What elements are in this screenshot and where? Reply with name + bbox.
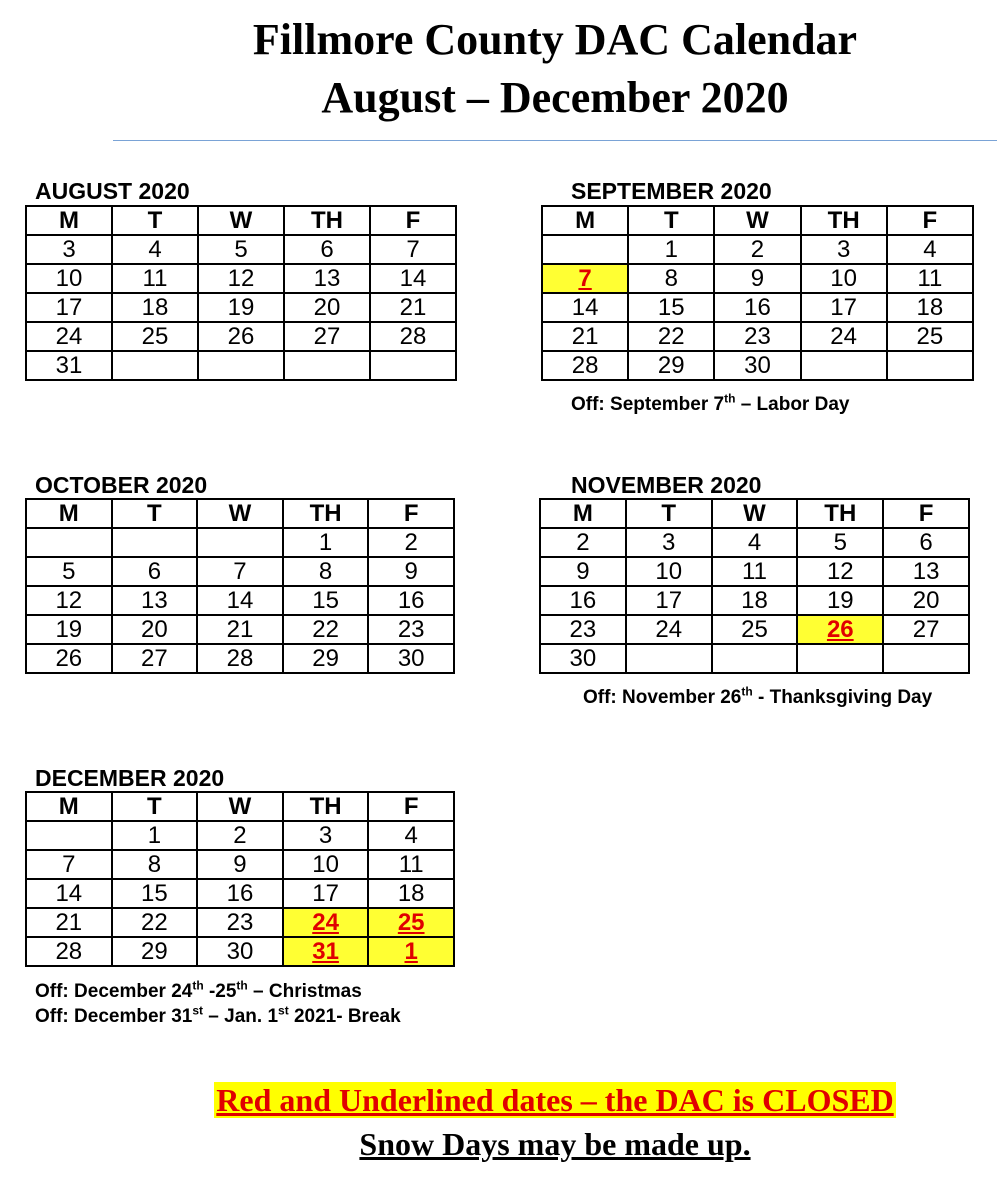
day-cell — [26, 821, 112, 850]
weekday-header: W — [714, 206, 800, 235]
day-cell: 7 — [197, 557, 283, 586]
day-cell: 22 — [628, 322, 714, 351]
day-cell: 2 — [197, 821, 283, 850]
calendar-november — [539, 498, 970, 674]
day-cell: 16 — [714, 293, 800, 322]
day-cell: 19 — [198, 293, 284, 322]
day-cell: 9 — [540, 557, 626, 586]
weekday-header: TH — [797, 499, 883, 528]
week-row — [542, 293, 973, 322]
day-cell: 23 — [540, 615, 626, 644]
weekday-header: F — [368, 792, 454, 821]
day-cell — [112, 351, 198, 380]
weekday-header: T — [112, 499, 198, 528]
day-cell: 1 — [112, 821, 198, 850]
closed-day-cell: 25 — [368, 908, 454, 937]
day-cell: 18 — [712, 586, 798, 615]
day-cell: 1 — [628, 235, 714, 264]
day-cell: 4 — [368, 821, 454, 850]
note-november — [583, 686, 932, 710]
day-cell: 24 — [801, 322, 887, 351]
day-cell — [712, 644, 798, 673]
day-cell: 13 — [112, 586, 198, 615]
legend-closed-text: Red and Underlined dates – the DAC is CLOSED — [216, 1082, 894, 1118]
week-row — [26, 644, 454, 673]
day-cell: 13 — [883, 557, 969, 586]
weekday-header: M — [540, 499, 626, 528]
day-cell — [626, 644, 712, 673]
day-cell: 10 — [801, 264, 887, 293]
month-title-december: DECEMBER 2020 — [35, 765, 225, 791]
day-cell: 9 — [714, 264, 800, 293]
weekday-header: T — [626, 499, 712, 528]
page-title: Fillmore County DAC Calendar — [252, 15, 858, 64]
day-cell: 22 — [283, 615, 369, 644]
weekday-header: W — [198, 206, 284, 235]
day-cell: 14 — [197, 586, 283, 615]
day-cell: 24 — [26, 322, 112, 351]
day-cell: 18 — [112, 293, 198, 322]
week-row — [26, 879, 454, 908]
day-cell: 28 — [197, 644, 283, 673]
day-cell: 20 — [883, 586, 969, 615]
day-cell: 20 — [284, 293, 370, 322]
closed-day-cell: 31 — [283, 937, 369, 966]
day-cell: 30 — [540, 644, 626, 673]
day-cell: 12 — [26, 586, 112, 615]
weekday-header: M — [542, 206, 628, 235]
day-cell: 12 — [797, 557, 883, 586]
day-cell: 25 — [887, 322, 973, 351]
page-subtitle: August – December 2020 — [321, 73, 789, 122]
day-cell — [197, 528, 283, 557]
note-september — [571, 393, 849, 417]
weekday-header: W — [197, 792, 283, 821]
note-text: Off: December 31 — [35, 1006, 193, 1027]
day-cell: 28 — [370, 322, 456, 351]
day-cell: 2 — [540, 528, 626, 557]
note-text: – Jan. 1 — [203, 1006, 279, 1027]
week-row — [26, 528, 454, 557]
weekday-header: T — [628, 206, 714, 235]
day-cell: 15 — [628, 293, 714, 322]
legend-snow — [0, 1124, 1000, 1164]
weekday-header-row — [26, 206, 456, 235]
day-cell — [887, 351, 973, 380]
day-cell: 14 — [370, 264, 456, 293]
calendar-august — [25, 205, 457, 381]
day-cell — [112, 528, 198, 557]
note-text: – Christmas — [247, 981, 362, 1002]
month-title-august: AUGUST 2020 — [35, 178, 190, 204]
day-cell: 20 — [112, 615, 198, 644]
week-row — [26, 908, 454, 937]
day-cell: 5 — [797, 528, 883, 557]
day-cell — [883, 644, 969, 673]
day-cell: 17 — [26, 293, 112, 322]
week-row — [540, 586, 969, 615]
day-cell: 28 — [542, 351, 628, 380]
weekday-header: M — [26, 499, 112, 528]
day-cell: 15 — [112, 879, 198, 908]
day-cell: 18 — [368, 879, 454, 908]
weekday-header: W — [712, 499, 798, 528]
weekday-header: F — [370, 206, 456, 235]
note-december-christmas — [35, 980, 362, 1004]
weekday-header: F — [368, 499, 454, 528]
note-text: 2021- Break — [288, 1006, 401, 1027]
weekday-header: TH — [284, 206, 370, 235]
day-cell: 27 — [112, 644, 198, 673]
day-cell: 30 — [197, 937, 283, 966]
closed-day-cell: 7 — [542, 264, 628, 293]
day-cell — [542, 235, 628, 264]
week-row — [26, 937, 454, 966]
calendar-september — [541, 205, 974, 381]
day-cell: 6 — [883, 528, 969, 557]
day-cell: 21 — [370, 293, 456, 322]
day-cell: 12 — [198, 264, 284, 293]
day-cell: 2 — [714, 235, 800, 264]
week-row — [542, 235, 973, 264]
title-divider — [113, 140, 997, 141]
day-cell: 1 — [283, 528, 369, 557]
day-cell: 14 — [26, 879, 112, 908]
week-row — [540, 557, 969, 586]
day-cell: 16 — [540, 586, 626, 615]
day-cell: 4 — [112, 235, 198, 264]
note-text: Off: November 26 — [583, 687, 742, 708]
day-cell: 9 — [368, 557, 454, 586]
day-cell: 19 — [797, 586, 883, 615]
month-title-november: NOVEMBER 2020 — [571, 472, 762, 498]
note-sup: st — [192, 1003, 204, 1018]
day-cell: 26 — [26, 644, 112, 673]
weekday-header: F — [887, 206, 973, 235]
weekday-header: F — [883, 499, 969, 528]
day-cell: 14 — [542, 293, 628, 322]
week-row — [26, 586, 454, 615]
day-cell: 11 — [112, 264, 198, 293]
weekday-header: M — [26, 206, 112, 235]
day-cell: 17 — [801, 293, 887, 322]
day-cell: 11 — [368, 850, 454, 879]
day-cell: 10 — [26, 264, 112, 293]
day-cell: 3 — [801, 235, 887, 264]
note-sup: th — [724, 391, 736, 406]
day-cell: 16 — [197, 879, 283, 908]
weekday-header: M — [26, 792, 112, 821]
week-row — [26, 264, 456, 293]
day-cell: 27 — [883, 615, 969, 644]
weekday-header: TH — [801, 206, 887, 235]
note-sup: th — [192, 978, 204, 993]
day-cell: 24 — [626, 615, 712, 644]
month-title-september: SEPTEMBER 2020 — [571, 178, 772, 204]
day-cell: 6 — [284, 235, 370, 264]
legend-closed — [0, 1080, 1000, 1120]
day-cell: 10 — [626, 557, 712, 586]
day-cell: 29 — [112, 937, 198, 966]
day-cell: 29 — [283, 644, 369, 673]
day-cell: 10 — [283, 850, 369, 879]
day-cell — [198, 351, 284, 380]
day-cell: 11 — [887, 264, 973, 293]
month-title-october: OCTOBER 2020 — [35, 472, 208, 498]
day-cell: 3 — [26, 235, 112, 264]
week-row — [542, 264, 973, 293]
week-row — [26, 351, 456, 380]
day-cell: 7 — [26, 850, 112, 879]
note-text: - Thanksgiving Day — [752, 687, 933, 708]
day-cell: 21 — [26, 908, 112, 937]
closed-day-cell: 24 — [283, 908, 369, 937]
weekday-header: T — [112, 206, 198, 235]
week-row — [26, 557, 454, 586]
day-cell: 25 — [112, 322, 198, 351]
day-cell: 4 — [887, 235, 973, 264]
weekday-header-row — [26, 499, 454, 528]
day-cell: 11 — [712, 557, 798, 586]
day-cell: 2 — [368, 528, 454, 557]
day-cell — [801, 351, 887, 380]
day-cell: 21 — [542, 322, 628, 351]
closed-day-cell: 1 — [368, 937, 454, 966]
day-cell: 23 — [714, 322, 800, 351]
day-cell: 25 — [712, 615, 798, 644]
weekday-header: W — [197, 499, 283, 528]
day-cell: 15 — [283, 586, 369, 615]
note-sup: th — [741, 684, 753, 699]
day-cell: 9 — [197, 850, 283, 879]
day-cell: 31 — [26, 351, 112, 380]
day-cell — [797, 644, 883, 673]
day-cell: 19 — [26, 615, 112, 644]
calendar-october — [25, 498, 455, 674]
day-cell — [26, 528, 112, 557]
day-cell: 8 — [628, 264, 714, 293]
week-row — [540, 615, 969, 644]
day-cell: 16 — [368, 586, 454, 615]
note-text: Off: September 7 — [571, 394, 725, 415]
day-cell: 18 — [887, 293, 973, 322]
weekday-header: TH — [283, 792, 369, 821]
day-cell: 3 — [626, 528, 712, 557]
weekday-header: TH — [283, 499, 369, 528]
week-row — [26, 615, 454, 644]
day-cell: 3 — [283, 821, 369, 850]
day-cell: 28 — [26, 937, 112, 966]
day-cell: 21 — [197, 615, 283, 644]
note-december-break — [35, 1005, 401, 1029]
day-cell: 8 — [112, 850, 198, 879]
day-cell: 17 — [626, 586, 712, 615]
day-cell: 5 — [26, 557, 112, 586]
week-row — [540, 644, 969, 673]
closed-day-cell: 26 — [797, 615, 883, 644]
day-cell: 26 — [198, 322, 284, 351]
day-cell: 27 — [284, 322, 370, 351]
day-cell: 23 — [197, 908, 283, 937]
note-text: -25 — [203, 981, 237, 1002]
legend-snow-text: Snow Days may be made up. — [359, 1126, 751, 1162]
week-row — [542, 322, 973, 351]
day-cell: 4 — [712, 528, 798, 557]
day-cell: 5 — [198, 235, 284, 264]
note-sup: st — [278, 1003, 289, 1018]
weekday-header: T — [112, 792, 198, 821]
week-row — [26, 322, 456, 351]
day-cell: 22 — [112, 908, 198, 937]
day-cell: 30 — [368, 644, 454, 673]
week-row — [26, 850, 454, 879]
week-row — [542, 351, 973, 380]
week-row — [26, 235, 456, 264]
day-cell: 17 — [283, 879, 369, 908]
week-row — [540, 528, 969, 557]
week-row — [26, 821, 454, 850]
day-cell: 7 — [370, 235, 456, 264]
note-text: – Labor Day — [735, 394, 850, 415]
day-cell: 23 — [368, 615, 454, 644]
weekday-header-row — [542, 206, 973, 235]
day-cell: 30 — [714, 351, 800, 380]
day-cell — [284, 351, 370, 380]
weekday-header-row — [540, 499, 969, 528]
day-cell: 13 — [284, 264, 370, 293]
day-cell: 8 — [283, 557, 369, 586]
calendar-december — [25, 791, 455, 967]
note-sup: th — [236, 978, 248, 993]
week-row — [26, 293, 456, 322]
weekday-header-row — [26, 792, 454, 821]
day-cell: 6 — [112, 557, 198, 586]
day-cell — [370, 351, 456, 380]
day-cell: 29 — [628, 351, 714, 380]
note-text: Off: December 24 — [35, 981, 193, 1002]
